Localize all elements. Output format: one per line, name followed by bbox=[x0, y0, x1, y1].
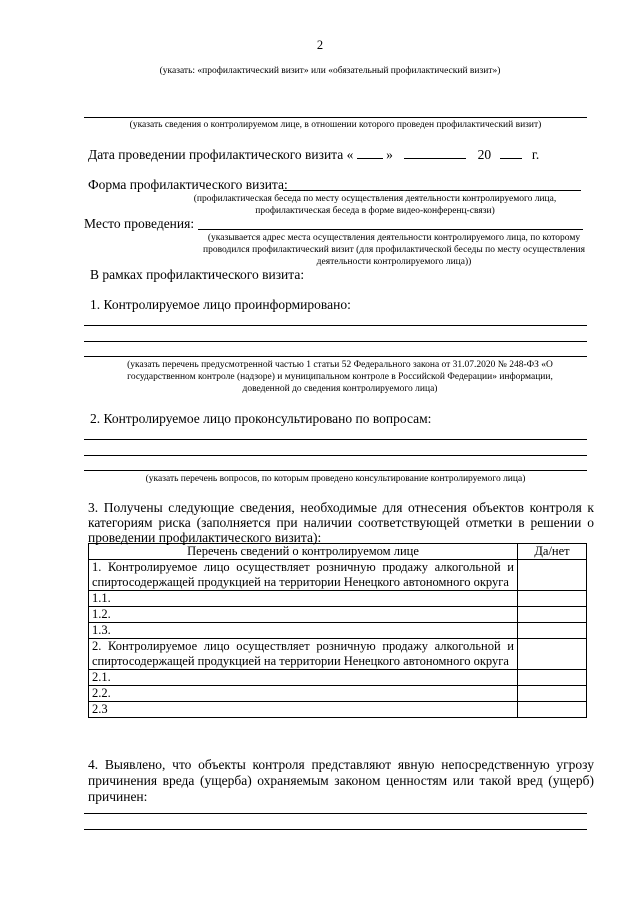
table-row bbox=[89, 607, 587, 623]
visit-form-label: Форма профилактического визита: bbox=[88, 177, 288, 192]
table-row-2-1: 2.1. bbox=[89, 670, 518, 686]
page-number: 2 bbox=[316, 38, 324, 52]
table-row-1-2: 1.2. bbox=[89, 607, 518, 623]
scope-heading: В рамках профилактического визита: bbox=[90, 267, 305, 282]
section3-text: 3. Получены следующие сведения, необходимые для отнесения объектов контроля к категориям риска (заполняется при наличии соответствующей отметки в решении о проведении профилактического визита): bbox=[88, 500, 594, 545]
visit-date-close-quote: » bbox=[386, 147, 393, 162]
table-row bbox=[89, 623, 587, 639]
visit-form-field[interactable] bbox=[283, 190, 581, 191]
section2-line-3[interactable] bbox=[84, 470, 587, 471]
section4-line-2[interactable] bbox=[84, 829, 587, 830]
table-row bbox=[89, 702, 587, 718]
section1-line-2[interactable] bbox=[84, 341, 587, 342]
table-row-2-1-answer[interactable] bbox=[518, 670, 587, 686]
table-row bbox=[89, 591, 587, 607]
table-row-1-3-answer[interactable] bbox=[518, 623, 587, 639]
visit-place-field[interactable] bbox=[198, 229, 583, 230]
table-header-info: Перечень сведений о контролируемом лице bbox=[89, 544, 518, 560]
table-row-2-2: 2.2. bbox=[89, 686, 518, 702]
controlled-person-line[interactable] bbox=[84, 117, 587, 118]
section1-note: (указать перечень предусмотренной частью 1 статьи 52 Федерального закона от 31.07.2020 № 248-ФЗ «О государственном контроле (надзоре) и муниципальном контроле в Российской Федерации» информации, доведенной до сведения контролируемого лица) bbox=[127, 360, 553, 394]
visit-type-note: (указать: «профилактический визит» или «обязательный профилактический визит») bbox=[159, 66, 501, 76]
table-row bbox=[89, 639, 587, 670]
table-row bbox=[89, 686, 587, 702]
section2-line-2[interactable] bbox=[84, 455, 587, 456]
section1-line-3[interactable] bbox=[84, 356, 587, 357]
section2-line-1[interactable] bbox=[84, 439, 587, 440]
table-group2-text: 2. Контролируемое лицо осуществляет розничную продажу алкогольной и спиртосодержащей продукцией на территории Ненецкого автономного округа bbox=[89, 639, 518, 670]
table-row-1-2-answer[interactable] bbox=[518, 607, 587, 623]
section1-label: 1. Контролируемое лицо проинформировано: bbox=[90, 297, 351, 312]
table-group1-answer[interactable] bbox=[518, 560, 587, 591]
table-header-row bbox=[89, 544, 587, 560]
table-row bbox=[89, 670, 587, 686]
visit-year-prefix: 20 bbox=[477, 147, 492, 162]
visit-place-note: (указывается адрес места осуществления деятельности контролируемого лица, по которому проводился профилактический визит (для профилактической беседы по месту осуществления деятельности контролируемого лица)) bbox=[203, 233, 585, 267]
visit-place-label: Место проведения: bbox=[84, 216, 195, 231]
table-row bbox=[89, 560, 587, 591]
controlled-person-note: (указать сведения о контролируемом лице, в отношении которого проведен профилактический визит) bbox=[129, 120, 542, 130]
visit-day-field[interactable] bbox=[357, 146, 383, 159]
visit-date-row bbox=[88, 146, 539, 163]
section4-line-1[interactable] bbox=[84, 813, 587, 814]
section1-line-1[interactable] bbox=[84, 325, 587, 326]
table-header-yes-no: Да/нет bbox=[518, 544, 587, 560]
table-row-1-1: 1.1. bbox=[89, 591, 518, 607]
table-group1-text: 1. Контролируемое лицо осуществляет розничную продажу алкогольной и спиртосодержащей продукцией на территории Ненецкого автономного округа bbox=[89, 560, 518, 591]
table-group2-answer[interactable] bbox=[518, 639, 587, 670]
table-row-2-2-answer[interactable] bbox=[518, 686, 587, 702]
visit-form-note: (профилактическая беседа по месту осуществления деятельности контролируемого лица, профилактическая беседа в форме видео-конференц-связи) bbox=[193, 194, 557, 216]
visit-year-field[interactable] bbox=[500, 146, 522, 159]
section4-text: 4. Выявлено, что объекты контроля представляют явную непосредственную угрозу причинения вреда (ущерба) охраняемым законом ценностям или такой вред (ущерб) причинен: bbox=[88, 757, 594, 804]
visit-date-label: Дата проведении профилактического визита « bbox=[88, 147, 354, 162]
visit-month-field[interactable] bbox=[404, 146, 466, 159]
section2-label: 2. Контролируемое лицо проконсультировано по вопросам: bbox=[90, 411, 432, 426]
table-row-2-3-answer[interactable] bbox=[518, 702, 587, 718]
table-row-1-1-answer[interactable] bbox=[518, 591, 587, 607]
section2-note: (указать перечень вопросов, по которым проведено консультирование контролируемого лица) bbox=[145, 474, 526, 484]
table-row-2-3: 2.3 bbox=[89, 702, 518, 718]
table-row-1-3: 1.3. bbox=[89, 623, 518, 639]
visit-year-suffix: г. bbox=[531, 147, 540, 162]
risk-info-table bbox=[88, 543, 587, 718]
